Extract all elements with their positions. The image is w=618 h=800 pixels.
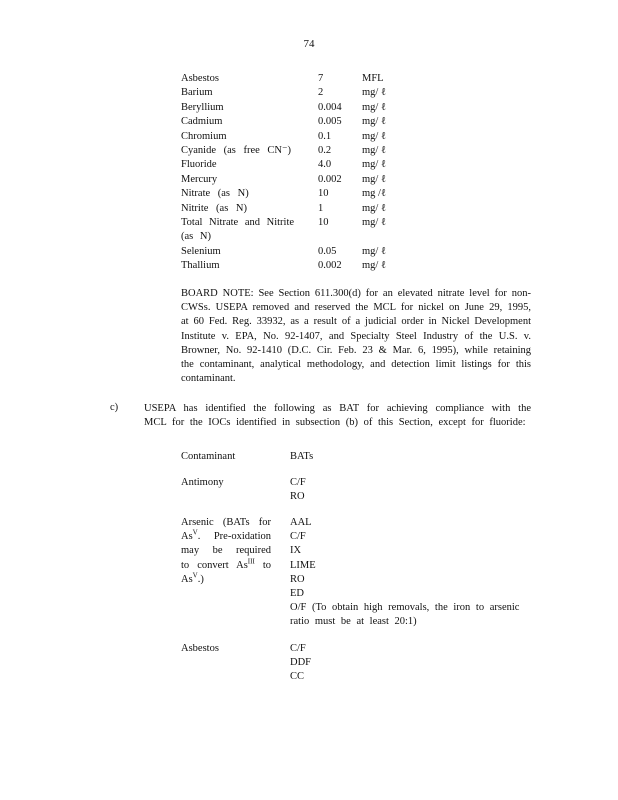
contaminant-name: Beryllium [181, 101, 224, 113]
board-note: BOARD NOTE: See Section 611.300(d) for an elevated nitrate level for non-CWSs. USEPA removed and reserved the MCL for nickel on June 29, 1995, at 60 Fed. Reg. 33932, as a result of a judicial order in Nickel Development Institute v. EPA, No. 92-1407, and Specialty Steel Industry of the U.S. v. Browner, No. 92-1410 (D.C. Cir. Feb. 23 & Mar. 6, 1995), while retaining the contaminant, analytical methodology, and detection limit listings for this contaminant. [181, 288, 531, 385]
bat-row-antimony [181, 476, 521, 504]
mcl-value: 7 [318, 73, 324, 84]
bat-item: RO [290, 491, 305, 503]
mcl-unit: mg/ ℓ [362, 173, 386, 185]
bat-item: LIME [290, 559, 316, 571]
mcl-value: 0.05 [318, 245, 337, 257]
contaminant-name: Total Nitrate and Nitrite (as N) [181, 217, 295, 243]
bat-item: AAL [290, 517, 312, 528]
mcl-value: 10 [318, 188, 329, 200]
mcl-value: 0.2 [318, 145, 332, 157]
contaminant-name: Cadmium [181, 116, 223, 128]
mcl-row [181, 216, 441, 245]
bat-row-asbestos [181, 642, 521, 685]
mcl-row [181, 245, 441, 259]
bat-item: C/F [290, 477, 306, 488]
mcl-unit: mg/ ℓ [362, 245, 386, 257]
mcl-unit: mg/ ℓ [362, 130, 386, 142]
bats-column-header: BATs [290, 451, 314, 462]
mcl-row [181, 173, 441, 187]
contaminant-name: Nitrite (as N) [181, 202, 247, 214]
mcl-unit: mg/ ℓ [362, 87, 386, 99]
mcl-row [181, 130, 441, 144]
mcl-unit: mg /ℓ [362, 188, 386, 200]
mcl-row [181, 115, 441, 129]
bat-row-arsenic [181, 516, 521, 630]
arsenic-text-4: .) [197, 573, 204, 585]
contaminant-name: Nitrate (as N) [181, 188, 249, 200]
bat-item: C/F [290, 643, 306, 654]
arsenic-text-1: Arsenic (BATs for As [181, 517, 271, 543]
mcl-value: 1 [318, 202, 324, 214]
bat-item: CC [290, 671, 305, 683]
mcl-value: 0.002 [318, 260, 342, 272]
contaminant-name: Fluoride [181, 159, 217, 171]
arsenic-text-2: . Pre-oxidation may be required to convert As [181, 531, 271, 571]
mcl-row [181, 259, 441, 273]
mcl-unit: mg/ ℓ [362, 202, 386, 214]
contaminant-name: Barium [181, 87, 213, 99]
mcl-table [181, 72, 441, 274]
bat-table-header [181, 451, 521, 462]
bat-list [290, 642, 521, 685]
mcl-row [181, 101, 441, 115]
bat-contaminant [181, 516, 271, 630]
mcl-row [181, 86, 441, 100]
bat-list [290, 476, 521, 504]
mcl-value: 10 [318, 217, 329, 229]
contaminant-name: Cyanide (as free CN⁻) [181, 145, 292, 157]
superscript: V [192, 571, 198, 580]
contaminant-name: Selenium [181, 245, 221, 257]
subsection-label: c) [110, 402, 119, 413]
bat-list [290, 516, 521, 630]
mcl-row [181, 72, 441, 86]
bat-item: DDF [290, 657, 312, 669]
contaminant-name: Asbestos [181, 73, 219, 84]
bat-contaminant: Asbestos [181, 643, 219, 654]
mcl-value: 2 [318, 87, 324, 99]
mcl-value: 4.0 [318, 159, 332, 171]
mcl-unit: mg/ ℓ [362, 260, 386, 272]
mcl-unit: mg/ ℓ [362, 217, 386, 229]
superscript: V [192, 528, 198, 537]
bat-item: IX [290, 545, 302, 557]
bat-item: RO [290, 573, 305, 585]
mcl-value: 0.1 [318, 130, 332, 142]
bat-contaminant: Antimony [181, 477, 224, 488]
mcl-row [181, 202, 441, 216]
mcl-unit: mg/ ℓ [362, 101, 386, 113]
mcl-row [181, 158, 441, 172]
mcl-value: 0.005 [318, 116, 342, 128]
mcl-row [181, 187, 441, 201]
mcl-unit: MFL [362, 73, 384, 84]
mcl-unit: mg/ ℓ [362, 116, 386, 128]
page-number: 74 [303, 38, 315, 50]
bat-item: O/F (To obtain high removals, the iron to arsenic ratio must be at least 20:1) [290, 602, 520, 628]
bat-item: ED [290, 588, 304, 600]
superscript: III [247, 557, 255, 566]
mcl-value: 0.004 [318, 101, 342, 113]
arsenic-text-3: to As [181, 559, 271, 585]
bat-item: C/F [290, 531, 306, 543]
contaminant-column-header: Contaminant [181, 451, 236, 462]
mcl-unit: mg/ ℓ [362, 145, 386, 157]
mcl-value: 0.002 [318, 173, 342, 185]
subsection-text: USEPA has identified the following as BAT for achieving compliance with the MCL for the IOCs identified in subsection (b) of this Section, except for fluoride: [144, 403, 531, 429]
contaminant-name: Thallium [181, 260, 220, 272]
mcl-row [181, 144, 441, 158]
mcl-unit: mg/ ℓ [362, 159, 386, 171]
contaminant-name: Chromium [181, 130, 227, 142]
contaminant-name: Mercury [181, 173, 218, 185]
